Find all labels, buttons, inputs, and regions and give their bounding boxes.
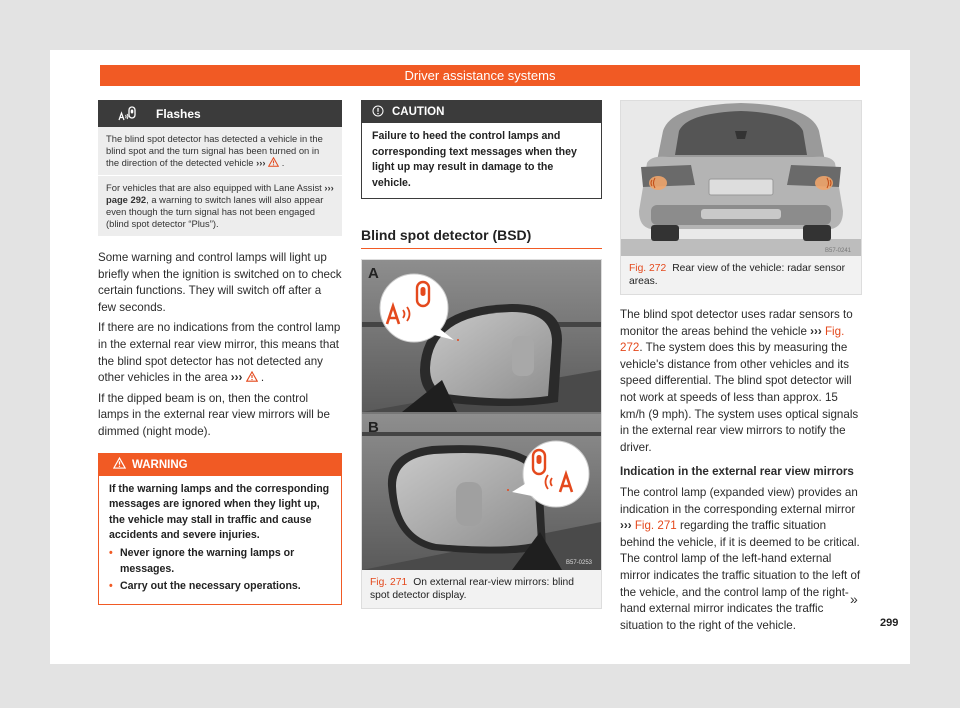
- cross-reference-arrows: ›››: [256, 157, 266, 168]
- warning-triangle-icon: [113, 457, 126, 472]
- flashes-table-header: [98, 100, 342, 127]
- continue-mark: »: [850, 591, 858, 607]
- mirror-illustration: [362, 260, 601, 570]
- caution-title: CAUTION: [392, 106, 445, 118]
- warning-triangle-icon: [246, 371, 261, 384]
- flashes-row-2: For vehicles that are also equipped with Lane Assist ››› page 292, a warning to switch lanes will also appear even though the turn signal has not been engaged (blind spot detector “Plus”).: [98, 175, 342, 236]
- chapter-title: Driver assistance systems: [404, 68, 556, 83]
- warning-text: If the warning lamps and the corresponding messages are ignored when they light up, the vehicle may stall in traffic and cause accidents and severe injuries.: [109, 482, 330, 542]
- left-body-text: [98, 250, 342, 441]
- subheading: Indication in the external rear view mirrors: [620, 465, 854, 479]
- warning-header: [99, 454, 341, 476]
- caution-header: [362, 101, 601, 123]
- paragraph: If the dipped beam is on, then the control lamps in the external rear view mirrors will be dimmed (night mode).: [98, 391, 330, 438]
- figure-272-caption: Fig. 272 Rear view of the vehicle: radar sensor areas.: [621, 256, 861, 294]
- warning-list: [109, 546, 331, 595]
- middle-column: [361, 100, 602, 609]
- blind-spot-lamp-icon: [98, 106, 156, 122]
- paragraph: The blind spot detector uses radar sensors to monitor the areas behind the vehicle ››› Fig. 272. The system does this by measuring the vehicle's distance from other vehicles and its speed differential. The blind spot detector will not work at speeds of less than approx. 15 km/h (9 mph). The system uses optical signals in the external rear view mirrors to notify the driver.: [620, 308, 859, 454]
- panel-label-a: A: [368, 265, 379, 283]
- warning-triangle-icon: [268, 157, 282, 168]
- flashes-row-1: The blind spot detector has detected a vehicle in the blind spot and the turn signal has been turned on in the direction of the detected vehicle ››› .: [98, 127, 342, 175]
- page-number: 299: [880, 617, 899, 629]
- paragraph: If there are no indications from the control lamp in the external rear view mirror, this means that the blind spot detector has not detected any other vehicles in the area ››› .: [98, 321, 341, 385]
- list-item: • Never ignore the warning lamps or messages.: [109, 546, 331, 577]
- figure-link[interactable]: Fig. 272: [620, 324, 845, 355]
- page-reference-link[interactable]: page 292: [106, 194, 147, 205]
- warning-body: [99, 476, 341, 604]
- figure-code: B57-0241: [825, 248, 852, 254]
- figure-code: B57-0253: [566, 560, 593, 567]
- list-item: • Carry out the necessary operations.: [109, 579, 331, 595]
- right-body-text: [620, 307, 862, 634]
- paragraph: The control lamp (expanded view) provides an indication in the corresponding external mirror ››› Fig. 271 regarding the traffic situation behind the vehicle, if it is deemed to be critical. The control lamp of the left-hand external mirror indicates the traffic situation to the left of the vehicle, and the control lamp of the right-hand external mirror indicates the traffic situation to the right of the vehicle.: [620, 485, 861, 632]
- panel-label-b: B: [368, 419, 379, 437]
- figure-272: [620, 100, 862, 295]
- flashes-row-2-text: For vehicles that are also equipped with Lane Assist: [106, 182, 322, 193]
- vehicle-rear-illustration: [621, 101, 861, 256]
- figure-271-caption: Fig. 271 On external rear-view mirrors: blind spot detector display.: [362, 570, 601, 608]
- figure-271: [361, 259, 602, 609]
- info-circle-icon: [372, 105, 384, 120]
- section-title: Blind spot detector (BSD): [361, 227, 602, 249]
- right-column: [620, 100, 862, 638]
- warning-title: WARNING: [132, 458, 188, 471]
- paragraph: Some warning and control lamps will light up briefly when the ignition is switched on to check certain functions. They will switch off after a few seconds.: [98, 251, 342, 314]
- chapter-header: [100, 65, 860, 86]
- left-column: [98, 100, 342, 605]
- figure-number: Fig. 272: [629, 263, 667, 274]
- caution-box: [361, 100, 602, 199]
- flashes-row-1-text: The blind spot detector has detected a vehicle in the blind spot and the turn signal has been turned on in the direction of the detected vehicle: [106, 133, 323, 168]
- caution-text: Failure to heed the control lamps and corresponding text messages when they light up may result in damage to the vehicle.: [372, 130, 577, 189]
- figure-link[interactable]: Fig. 271: [634, 519, 677, 533]
- warning-box: [98, 453, 342, 605]
- figure-number: Fig. 271: [370, 577, 408, 589]
- flashes-label: Flashes: [156, 106, 201, 121]
